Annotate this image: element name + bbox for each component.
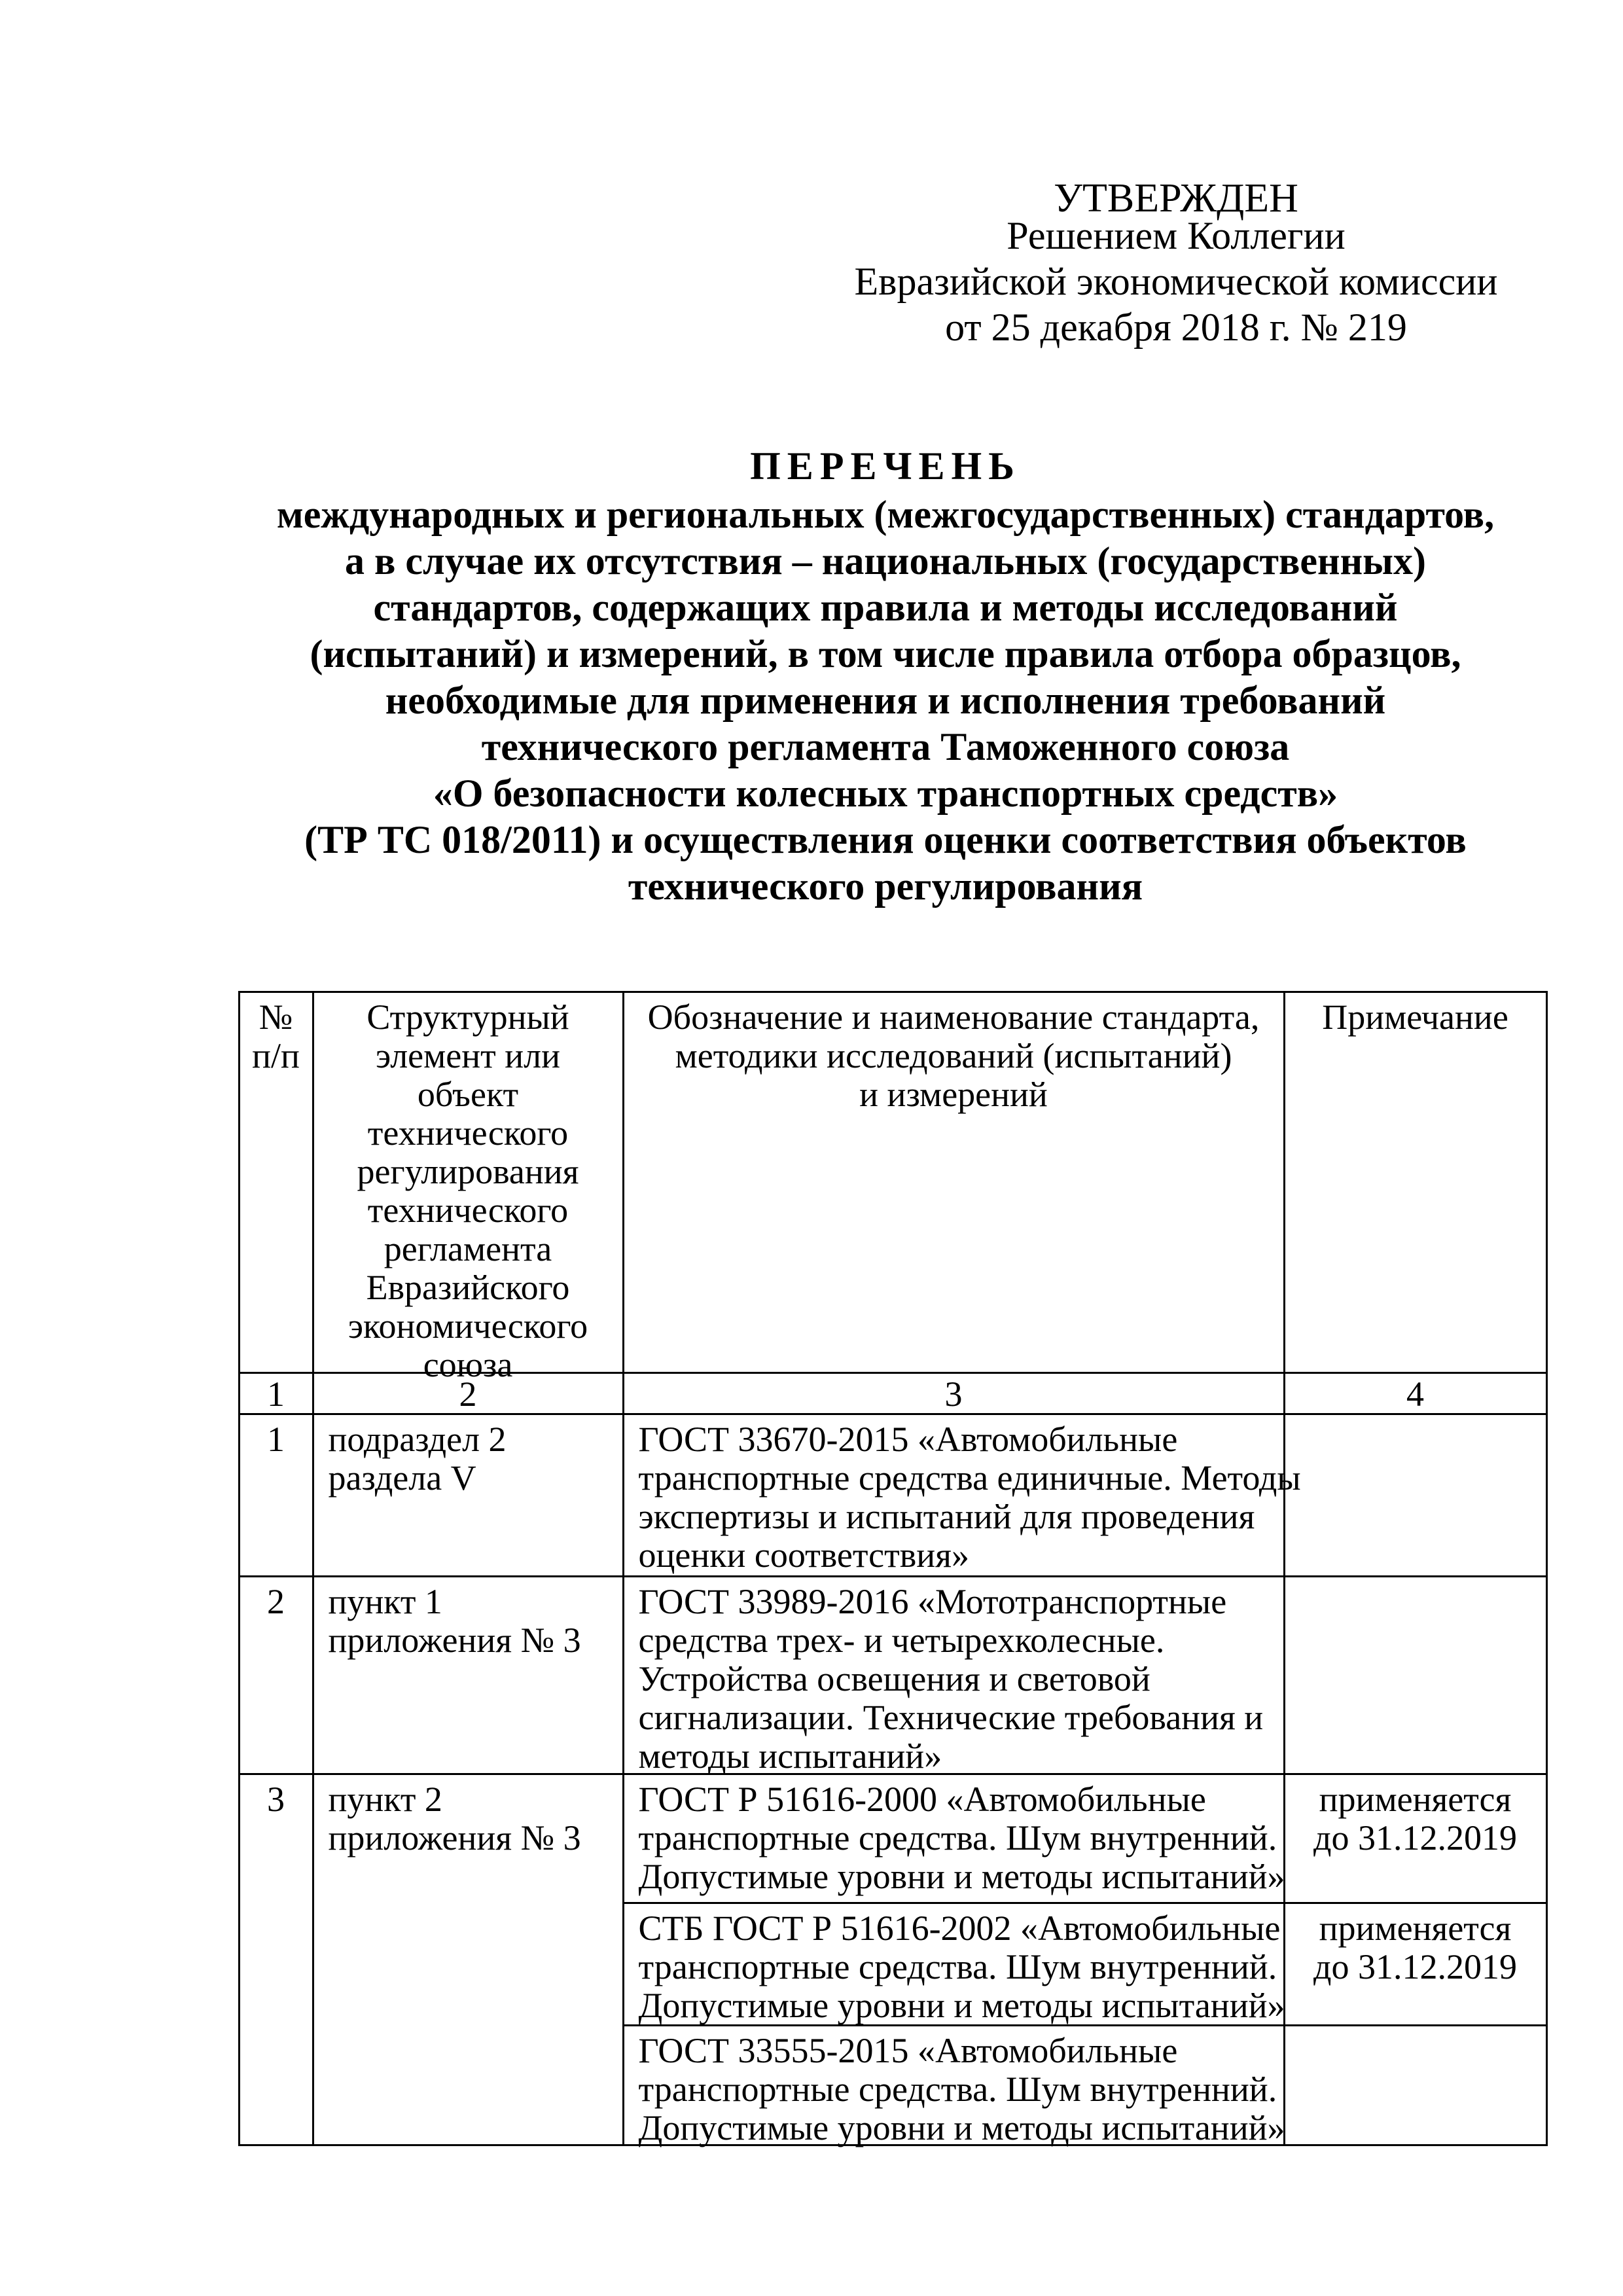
cell-text-line: применяется xyxy=(1319,1908,1512,1948)
row-number-cell: 2 xyxy=(238,1575,314,1775)
title-line: (испытаний) и измерений, в том числе правила отбора образцов, xyxy=(310,632,1461,675)
cell-text-line: объект xyxy=(417,1074,519,1114)
title-line: стандартов, содержащих правила и методы исследований xyxy=(373,586,1398,629)
cell-text-line: экспертизы и испытаний для проведения xyxy=(638,1496,1255,1536)
cell-text-line: СТБ ГОСТ Р 51616-2002 «Автомобильные xyxy=(638,1908,1281,1948)
structural-element-cell xyxy=(312,1413,624,1577)
cell-text-line: п/п xyxy=(252,1035,300,1075)
row-number-cell: 1 xyxy=(238,1413,314,1577)
title-heading: ПЕРЕЧЕНЬ xyxy=(750,444,1021,488)
cell-text-line: раздела V xyxy=(328,1458,476,1498)
column-number-cell: 1 xyxy=(238,1372,314,1415)
cell-text-line: транспортные средства. Шум внутренний. xyxy=(638,1818,1277,1857)
cell-text-line: методы испытаний» xyxy=(638,1736,942,1776)
cell-text-line: ГОСТ 33555-2015 «Автомобильные xyxy=(638,2030,1178,2070)
cell-text-line: транспортные средства единичные. Методы xyxy=(638,1458,1301,1498)
cell-text-line: до 31.12.2019 xyxy=(1313,1818,1517,1857)
row-number-cell: 3 xyxy=(238,1773,314,2146)
cell-text-line: Допустимые уровни и методы испытаний» xyxy=(638,2108,1285,2147)
header-cell-element xyxy=(312,991,624,1384)
title-line: технического регулирования xyxy=(628,865,1143,908)
standard-cell xyxy=(622,1575,1285,1775)
cell-text-line: технического xyxy=(367,1113,569,1153)
approval-line: от 25 декабря 2018 г. № 219 xyxy=(945,306,1407,349)
cell-text-line: приложения № 3 xyxy=(328,1818,581,1857)
header-cell-note xyxy=(1283,991,1548,1374)
cell-text-line: Обозначение и наименование стандарта, xyxy=(647,997,1260,1037)
title-line: технического регламента Таможенного союза xyxy=(481,725,1290,768)
structural-element-cell xyxy=(312,1773,624,2146)
column-number-cell: 2 xyxy=(312,1372,624,1415)
standard-cell xyxy=(622,2024,1285,2146)
note-cell xyxy=(1283,1773,1548,1904)
cell-text-line: ГОСТ Р 51616-2000 «Автомобильные xyxy=(638,1779,1206,1819)
cell-text-line: транспортные средства. Шум внутренний. xyxy=(638,1946,1277,1986)
standard-cell xyxy=(622,1413,1301,1577)
approval-line: Евразийской экономической комиссии xyxy=(854,260,1498,303)
cell-text-line: Допустимые уровни и методы испытаний» xyxy=(638,1985,1285,2025)
cell-text-line: регулирования xyxy=(357,1151,579,1191)
standard-cell xyxy=(622,1773,1285,1904)
cell-text-line: транспортные средства. Шум внутренний. xyxy=(638,2069,1277,2109)
cell-text-line: сигнализации. Технические требования и xyxy=(638,1697,1264,1737)
cell-text-line: до 31.12.2019 xyxy=(1313,1946,1517,1986)
cell-text-line: Евразийского xyxy=(366,1267,570,1307)
cell-text-line: средства трех- и четырехколесные. xyxy=(638,1620,1165,1660)
cell-text-line: № xyxy=(259,997,293,1037)
cell-text-line: Устройства освещения и световой xyxy=(638,1659,1150,1698)
title-line: необходимые для применения и исполнения требований xyxy=(385,679,1386,722)
cell-text-line: Допустимые уровни и методы испытаний» xyxy=(638,1856,1285,1896)
cell-text-line: пункт 2 xyxy=(328,1779,442,1819)
note-cell xyxy=(1283,1902,1548,2026)
note-cell xyxy=(1283,1413,1548,1577)
cell-text-line: технического xyxy=(367,1190,569,1230)
note-cell xyxy=(1283,2024,1548,2146)
cell-text-line: экономического xyxy=(348,1306,588,1346)
cell-text-line: Примечание xyxy=(1322,997,1508,1037)
header-cell-number xyxy=(238,991,314,1374)
cell-text-line: пункт 1 xyxy=(328,1581,442,1621)
structural-element-cell xyxy=(312,1575,624,1775)
standard-cell xyxy=(622,1902,1285,2026)
cell-text-line: методики исследований (испытаний) xyxy=(675,1035,1232,1075)
approval-line: Решением Коллегии xyxy=(1007,214,1346,257)
cell-text-line: оценки соответствия» xyxy=(638,1535,969,1575)
cell-text-line: применяется xyxy=(1319,1779,1512,1819)
cell-text-line: ГОСТ 33670-2015 «Автомобильные xyxy=(638,1419,1178,1459)
cell-text-line: союза xyxy=(423,1344,513,1384)
title-line: а в случае их отсутствия – национальных (государственных) xyxy=(345,539,1426,583)
note-cell xyxy=(1283,1575,1548,1775)
title-line: (ТР ТС 018/2011) и осуществления оценки соответствия объектов xyxy=(304,818,1467,861)
cell-text-line: подраздел 2 xyxy=(328,1419,507,1459)
title-line: международных и региональных (межгосударственных) стандартов, xyxy=(276,493,1495,536)
approval-stamp: УТВЕРЖДЕН xyxy=(1054,176,1298,221)
title-line: «О безопасности колесных транспортных средств» xyxy=(433,772,1338,815)
header-cell-standard xyxy=(622,991,1285,1374)
cell-text-line: приложения № 3 xyxy=(328,1620,581,1660)
cell-text-line: ГОСТ 33989-2016 «Мототранспортные xyxy=(638,1581,1227,1621)
cell-text-line: элемент или xyxy=(376,1035,560,1075)
column-number-cell: 3 xyxy=(622,1372,1285,1415)
cell-text-line: и измерений xyxy=(859,1074,1048,1114)
cell-text-line: Структурный xyxy=(366,997,569,1037)
column-number-cell: 4 xyxy=(1283,1372,1548,1415)
cell-text-line: регламента xyxy=(383,1229,552,1268)
